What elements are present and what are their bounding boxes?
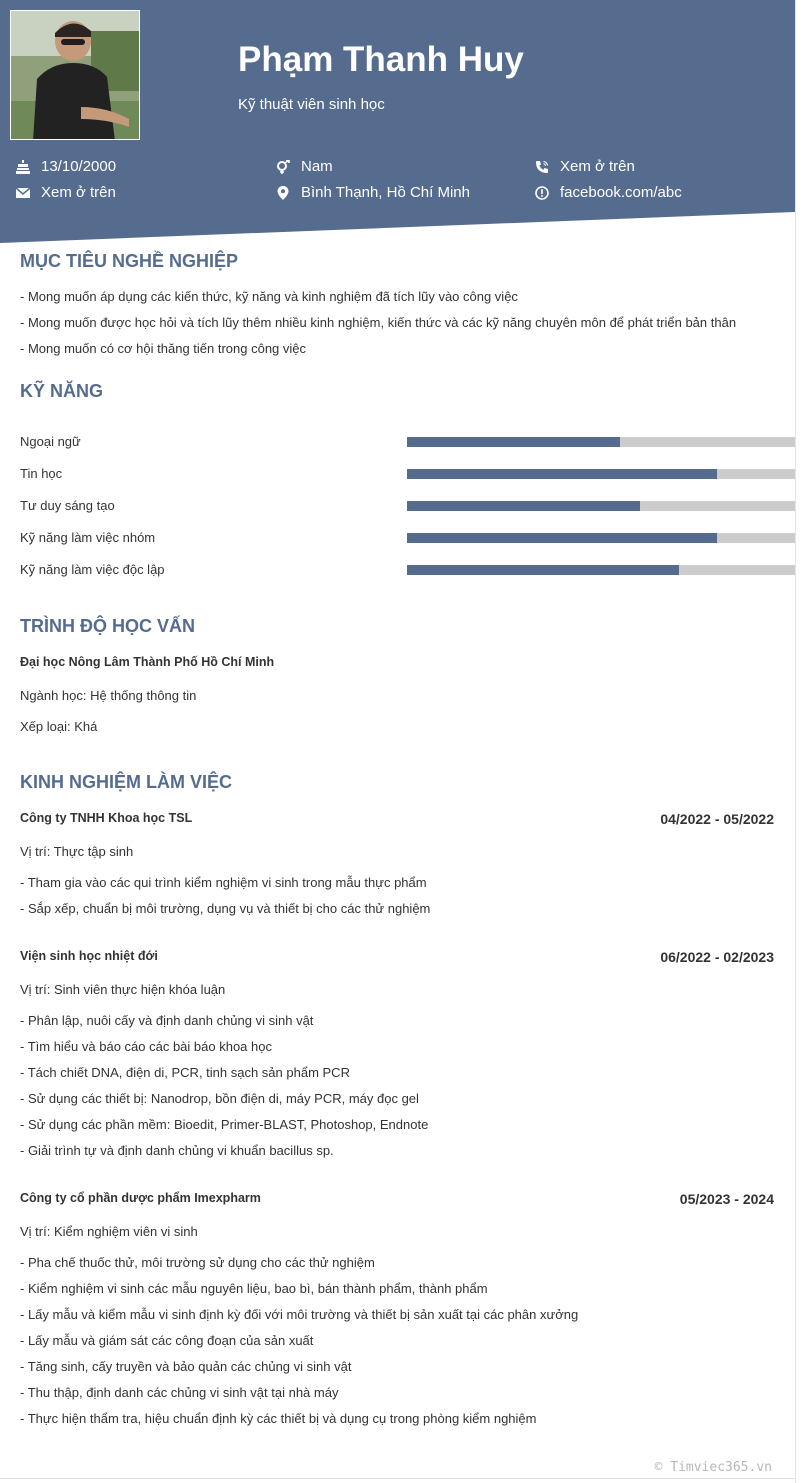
job-task: - Giải trình tự và định danh chủng vi khuẩn bacillus sp.	[20, 1143, 334, 1158]
skill-bar-fill	[407, 533, 717, 543]
job-task: - Sử dụng các phần mềm: Bioedit, Primer-BLAST, Photoshop, Endnote	[20, 1117, 429, 1132]
job-position: Vị trí: Kiểm nghiệm viên vi sinh	[20, 1224, 198, 1239]
map-marker-icon	[276, 186, 290, 200]
job-task: - Tìm hiểu và báo cáo các bài báo khoa học	[20, 1039, 272, 1054]
job-task: - Sắp xếp, chuẩn bị môi trường, dụng vụ và thiết bị cho các thử nghiệm	[20, 901, 431, 916]
address-text: Bình Thạnh, Hồ Chí Minh	[301, 184, 470, 201]
company-name: Công ty TNHH Khoa học TSL	[20, 811, 193, 825]
watermark: © Timviec365.vn	[654, 1460, 772, 1475]
birthday-info	[16, 158, 116, 175]
skill-bar-fill	[407, 437, 620, 447]
skill-name: Tin học	[20, 466, 63, 481]
skill-name: Ngoại ngữ	[20, 434, 81, 449]
objective-line: - Mong muốn được học hỏi và tích lũy thêm nhiều kinh nghiệm, kiến thức và các kỹ năng chuyên môn để phát triển bản thân	[20, 315, 737, 330]
skill-bar	[407, 565, 795, 575]
website-info	[535, 184, 682, 201]
job-task: - Phân lập, nuôi cấy và định danh chủng vi sinh vật	[20, 1013, 314, 1028]
company-name: Viện sinh học nhiệt đới	[20, 949, 158, 963]
avatar	[10, 10, 140, 140]
school-name: Đại học Nông Lâm Thành Phố Hồ Chí Minh	[20, 655, 275, 669]
email-text: Xem ở trên	[41, 184, 116, 201]
education-grade: Xếp loại: Khá	[20, 719, 98, 734]
phone-text: Xem ở trên	[560, 158, 635, 175]
job-period: 06/2022 - 02/2023	[660, 949, 774, 965]
page-bottom-border	[0, 1478, 796, 1479]
education-heading: TRÌNH ĐỘ HỌC VẤN	[20, 616, 195, 636]
envelope-icon	[16, 186, 30, 200]
skill-bar-fill	[407, 469, 717, 479]
skill-name: Kỹ năng làm việc nhóm	[20, 530, 156, 545]
skill-bar	[407, 501, 795, 511]
job-task: - Tăng sinh, cấy truyền và bảo quản các chủng vi sinh vật	[20, 1359, 352, 1374]
skill-name: Kỹ năng làm việc độc lập	[20, 562, 165, 577]
job-task: - Lấy mẫu và giám sát các công đoạn của sản xuất	[20, 1333, 314, 1348]
skill-bar-fill	[407, 501, 640, 511]
job-task: - Kiểm nghiệm vi sinh các mẫu nguyên liệu, bao bì, bán thành phẩm, thành phẩm	[20, 1281, 488, 1296]
skill-bar	[407, 437, 795, 447]
phone-icon	[535, 160, 549, 174]
address-info	[276, 184, 470, 201]
experience-heading: KINH NGHIỆM LÀM VIỆC	[20, 772, 233, 792]
skills-heading: KỸ NĂNG	[20, 381, 104, 401]
phone-info	[535, 158, 635, 175]
cake-icon	[16, 160, 30, 174]
job-position: Vị trí: Sinh viên thực hiện khóa luận	[20, 982, 226, 997]
objective-line: - Mong muốn có cơ hội thăng tiến trong công việc	[20, 341, 307, 356]
skill-bar-fill	[407, 565, 679, 575]
job-task: - Pha chế thuốc thử, môi trường sử dụng cho các thử nghiệm	[20, 1255, 375, 1270]
skill-bar	[407, 469, 795, 479]
email-info	[16, 184, 116, 201]
job-task: - Tham gia vào các qui trình kiểm nghiệm vi sinh trong mẫu thực phẩm	[20, 875, 427, 890]
candidate-title: Kỹ thuật viên sinh học	[238, 96, 385, 113]
job-task: - Thực hiện thẩm tra, hiệu chuẩn định kỳ các thiết bị và dụng cụ trong phòng kiểm nghiệm	[20, 1411, 537, 1426]
cv-header	[0, 0, 795, 245]
skill-name: Tư duy sáng tạo	[20, 498, 115, 513]
job-task: - Sử dụng các thiết bị: Nanodrop, bồn điện di, máy PCR, máy đọc gel	[20, 1091, 419, 1106]
job-period: 05/2023 - 2024	[679, 1191, 774, 1207]
info-circle-icon	[535, 186, 549, 200]
gender-text: Nam	[301, 158, 333, 175]
objective-heading: MỤC TIÊU NGHỀ NGHIỆP	[20, 251, 239, 271]
gender-info	[276, 158, 333, 175]
job-position: Vị trí: Thực tập sinh	[20, 844, 134, 859]
page-right-border	[795, 0, 796, 1483]
job-task: - Tách chiết DNA, điện di, PCR, tinh sạch sản phẩm PCR	[20, 1065, 350, 1080]
job-task: - Lấy mẫu và kiểm mẫu vi sinh định kỳ đối với môi trường và thiết bị sản xuất tại các phân xưởng	[20, 1307, 579, 1322]
candidate-name: Phạm Thanh Huy	[238, 40, 524, 79]
job-task: - Thu thập, định danh các chủng vi sinh vật tại nhà máy	[20, 1385, 339, 1400]
skill-bar	[407, 533, 795, 543]
education-major: Ngành học: Hệ thống thông tin	[20, 688, 197, 703]
company-name: Công ty cổ phần dược phẩm Imexpharm	[20, 1191, 261, 1205]
birthday-text: 13/10/2000	[41, 158, 117, 175]
gender-icon	[276, 160, 290, 174]
objective-line: - Mong muốn áp dụng các kiến thức, kỹ năng và kinh nghiệm đã tích lũy vào công việc	[20, 289, 518, 304]
website-text: facebook.com/abc	[560, 184, 682, 201]
job-period: 04/2022 - 05/2022	[660, 811, 774, 827]
